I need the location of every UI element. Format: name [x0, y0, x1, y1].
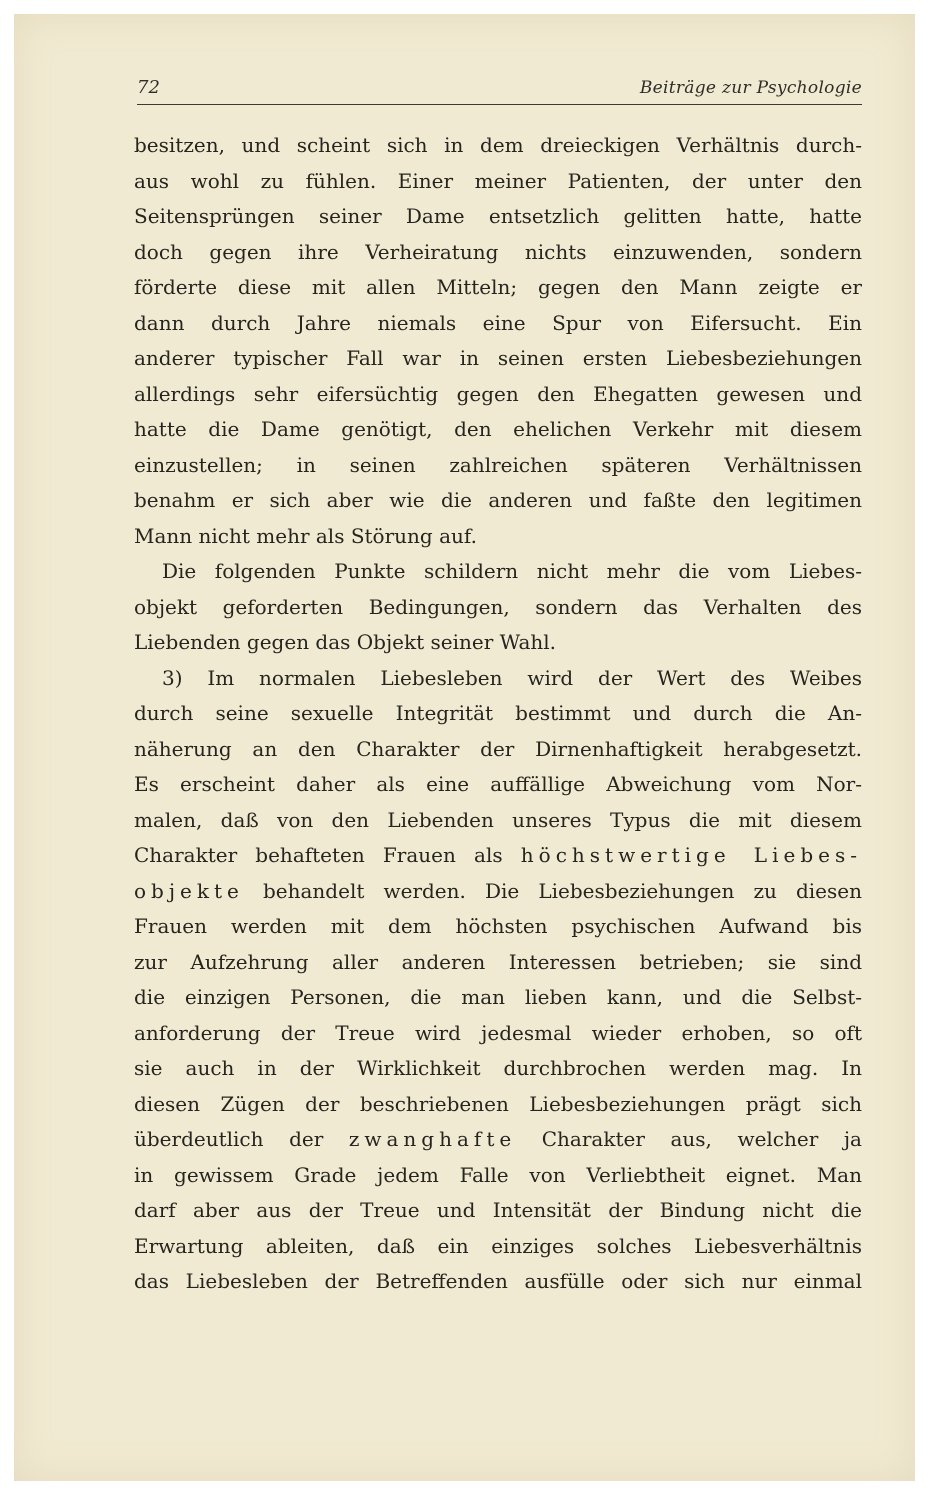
- text-line: förderte diese mit allen Mitteln; gegen den Mann zeigte er: [134, 275, 862, 299]
- book-page: [14, 14, 915, 1481]
- text-line: diesen Zügen der beschriebenen Liebesbeziehungen prägt sich: [134, 1091, 862, 1116]
- text-line: näherung an den Charakter der Dirnenhaftigkeit herabgesetzt.: [134, 736, 862, 761]
- text-segment: behandelt werden. Die Liebesbeziehungen zu diesen: [243, 878, 862, 903]
- text-segment: Charakter behafteten Frauen als: [134, 843, 521, 867]
- text-line: benahm er sich aber wie die anderen und faßte den legitimen: [134, 488, 862, 512]
- text-segment: Charakter aus, welcher ja: [516, 1127, 862, 1151]
- text-line: dann durch Jahre niemals eine Spur von Eifersucht. Ein: [134, 310, 862, 335]
- text-line: anderer typischer Fall war in seinen ersten Liebesbeziehungen: [134, 346, 862, 370]
- text-line: malen, daß von den Liebenden unseres Typus die mit diesem: [134, 807, 862, 832]
- page-header: [137, 76, 862, 105]
- text-line: [134, 838, 862, 874]
- text-line: darf aber aus der Treue und Intensität der Bindung nicht die: [134, 1198, 862, 1222]
- text-line: einzustellen; in seinen zahlreichen späteren Verhältnissen: [134, 452, 862, 477]
- emphasis-spaced: objekte: [134, 878, 244, 903]
- text-line: hatte die Dame genötigt, den ehelichen Verkehr mit diesem: [134, 417, 862, 441]
- emphasis-spaced: höchstwertige Liebes-: [520, 843, 862, 867]
- page-number: 72: [137, 77, 160, 98]
- text-line: aus wohl zu fühlen. Einer meiner Patienten, der unter den: [134, 168, 862, 193]
- text-line: zur Aufzehrung aller anderen Interessen betrieben; sie sind: [134, 949, 862, 974]
- text-line: allerdings sehr eifersüchtig gegen den Ehegatten gewesen und: [134, 381, 862, 406]
- text-line: Mann nicht mehr als Störung auf.: [134, 523, 477, 548]
- text-line: in gewissem Grade jedem Falle von Verliebtheit eignet. Man: [134, 1162, 862, 1187]
- text-line: objekt geforderten Bedingungen, sondern das Verhalten des: [134, 594, 862, 619]
- text-line: Liebenden gegen das Objekt seiner Wahl.: [134, 630, 557, 654]
- text-line: durch seine sexuelle Integrität bestimmt und durch die An-: [134, 701, 862, 725]
- text-line: besitzen, und scheint sich in dem dreieckigen Verhältnis durch-: [134, 133, 862, 157]
- text-line: Die folgenden Punkte schildern nicht mehr die vom Liebes-: [162, 559, 862, 583]
- text-segment: überdeutlich der: [134, 1127, 349, 1151]
- text-line: die einzigen Personen, die man lieben kann, und die Selbst-: [134, 985, 862, 1009]
- running-head: Beiträge zur Psychologie: [639, 78, 862, 98]
- text-line: das Liebesleben der Betreffenden ausfülle oder sich nur einmal: [134, 1269, 862, 1293]
- body-text: [134, 128, 862, 1300]
- text-line: Seitensprüngen seiner Dame entsetzlich gelitten hatte, hatte: [134, 204, 862, 228]
- text-line: anforderung der Treue wird jedesmal wieder erhoben, so oft: [134, 1020, 862, 1045]
- text-line: Frauen werden mit dem höchsten psychischen Aufwand bis: [134, 914, 862, 938]
- text-line: [134, 874, 862, 910]
- text-line: doch gegen ihre Verheiratung nichts einzuwenden, sondern: [134, 239, 862, 264]
- text-line: sie auch in der Wirklichkeit durchbrochen werden mag. In: [134, 1056, 862, 1080]
- text-line: Erwartung ableiten, daß ein einziges solches Liebesverhältnis: [134, 1233, 862, 1258]
- text-line: 3) Im normalen Liebesleben wird der Wert des Weibes: [162, 665, 862, 690]
- emphasis-spaced: zwanghafte: [348, 1127, 517, 1151]
- text-line: [134, 1122, 862, 1158]
- text-line: Es erscheint daher als eine auffällige Abweichung vom Nor-: [134, 772, 862, 796]
